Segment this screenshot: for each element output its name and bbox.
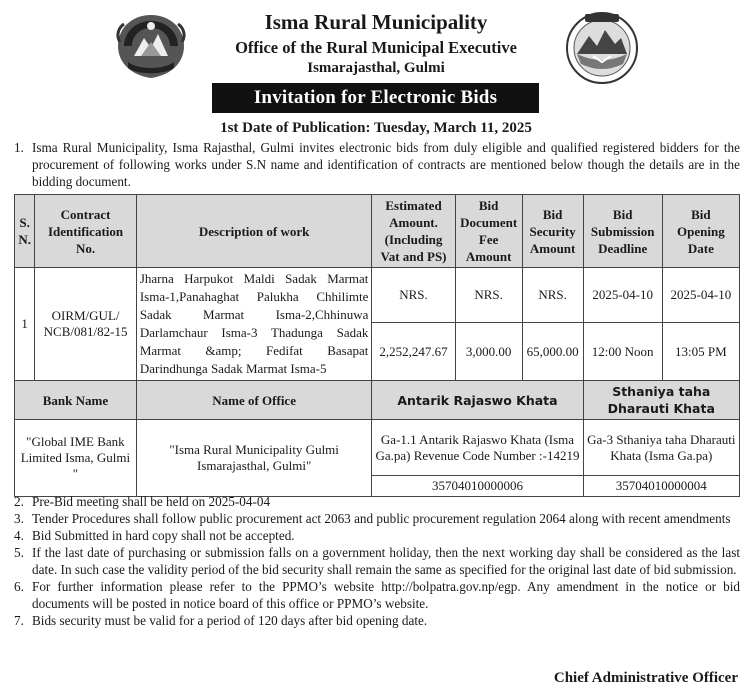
row-open-time: 13:05 PM — [662, 323, 739, 381]
notes-list — [14, 493, 740, 629]
list-item: 5. If the last date of purchasing or submission falls on a government holiday, then the next working day shall be considered as the last date. In such case the validity period of the bid security shall remain the same as specified for the original last date of bid submission. — [14, 545, 740, 577]
header-bid-security: Bid Security Amount — [522, 195, 583, 268]
sthaniya-description: Ga-3 Sthaniya taha Dharauti Khata (Isma Ga.pa) — [583, 420, 739, 476]
row-sn: 1 — [15, 268, 35, 381]
row-contract-id: OIRM/GUL/ NCB/081/82-15 — [35, 268, 137, 381]
row-sec-amount: 65,000.00 — [522, 323, 583, 381]
row-fee-currency: NRS. — [455, 268, 522, 323]
header-description: Description of work — [136, 195, 372, 268]
row-est-amount: 2,252,247.67 — [372, 323, 455, 381]
intro-text: Isma Rural Municipality, Isma Rajasthal, Gulmi invites electronic bids from duly eligible and qualified registered bidders for the procurement of following works under S.N name and identification of contracts are mentioned below though the details are in the bidding document. — [32, 140, 740, 189]
header-submission-deadline: Bid Submission Deadline — [583, 195, 662, 268]
table-row — [15, 268, 740, 323]
header-sthaniya-khata: Sthaniya taha Dharauti Khata — [583, 381, 739, 420]
row-est-currency: NRS. — [372, 268, 455, 323]
row-fee-amount: 3,000.00 — [455, 323, 522, 381]
row-open-date: 2025-04-10 — [662, 268, 739, 323]
header-sn: S. N. — [15, 195, 35, 268]
antarik-account-number: 35704010000006 — [372, 476, 583, 497]
notice-title-banner: Invitation for Electronic Bids — [212, 83, 539, 113]
table-header-row — [15, 195, 740, 268]
office-location: Ismarajasthal, Gulmi — [307, 60, 445, 76]
bids-table — [14, 194, 740, 497]
list-item: 7. Bids security must be valid for a period of 120 days after bid opening date. — [14, 613, 428, 628]
list-item: 6. For further information please refer to the PPMO’s website http://bolpatra.gov.np/egp. Any amendment in the notice or bid documents will be posted in notice board of this office or PPMO’s website. — [14, 579, 740, 611]
signatory-title: Chief Administrative Officer — [553, 670, 738, 686]
municipality-name: Isma Rural Municipality — [264, 10, 488, 34]
bank-name: "Global IME Bank Limited Isma, Gulmi " — [15, 420, 137, 497]
row-sub-time: 12:00 Noon — [583, 323, 662, 381]
row-sub-date: 2025-04-10 — [583, 268, 662, 323]
row-sec-currency: NRS. — [522, 268, 583, 323]
row-description: Jharna Harpukot Maldi Sadak Marmat Isma-1,Panahaghat Palukha Chhilimte Sadak Marmat Isma-2,Chhinuwa Darlamchaur Isma-3 Thadunga Sadak Marmat &amp; Fedifat Basapat Darindhunga Sadak Marmat Isma-5 — [136, 268, 372, 381]
header-antarik-khata: Antarik Rajaswo Khata — [372, 381, 583, 420]
office-name-cell: "Isma Rural Municipality Gulmi Ismarajasthal, Gulmi" — [136, 420, 372, 497]
office-name: Office of the Rural Municipal Executive — [235, 38, 517, 57]
list-item: 2. Pre-Bid meeting shall be held on 2025-04-04 — [14, 494, 271, 509]
intro-number: 1. — [14, 140, 24, 155]
sthaniya-account-number: 35704010000004 — [583, 476, 739, 497]
publication-date: 1st Date of Publication: Tuesday, March 11, 2025 — [220, 120, 532, 136]
header-bank-name: Bank Name — [15, 381, 137, 420]
header-office-name: Name of Office — [136, 381, 372, 420]
antarik-description: Ga-1.1 Antarik Rajaswo Khata (Isma Ga.pa) Revenue Code Number :-14219 — [372, 420, 583, 476]
bank-header-row — [15, 381, 740, 420]
header-doc-fee: Bid Document Fee Amount — [455, 195, 522, 268]
header-contract-id: Contract Identification No. — [35, 195, 137, 268]
header-opening-date: Bid Opening Date — [662, 195, 739, 268]
header-estimated-amount: Estimated Amount. (Including Vat and PS) — [372, 195, 455, 268]
list-item: 3. Tender Procedures shall follow public procurement act 2063 and public procurement regulation 2064 along with recent amendments — [14, 511, 731, 526]
list-item: 4. Bid Submitted in hard copy shall not be accepted. — [14, 528, 295, 543]
bank-row — [15, 420, 740, 476]
intro-paragraph — [14, 139, 740, 190]
